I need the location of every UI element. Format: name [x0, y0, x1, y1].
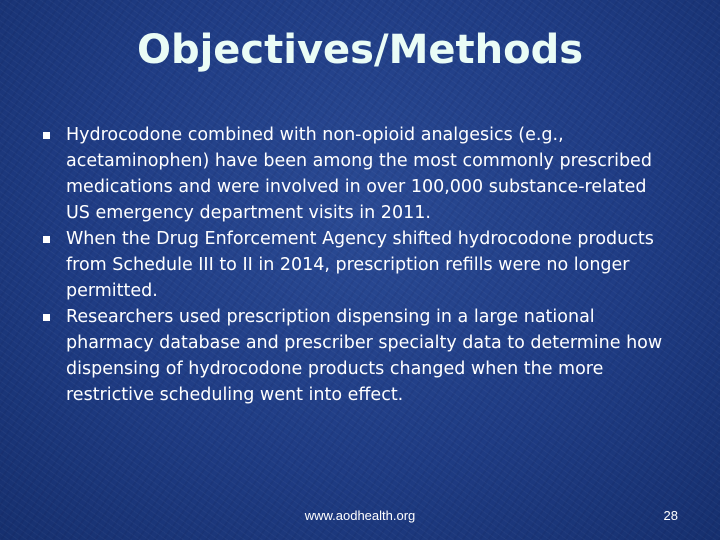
bullet-item	[40, 226, 670, 304]
bullet-list	[40, 122, 670, 408]
square-bullet-icon	[43, 132, 50, 139]
page-number: 28	[663, 508, 678, 523]
bullet-text: Hydrocodone combined with non-opioid analgesics (e.g., acetaminophen) have been among the most commonly prescribed medications and were involved in over 100,000 substance-related US emergency department visits in 2011.	[66, 125, 652, 223]
square-bullet-icon	[43, 236, 50, 243]
footer-url: www.aodhealth.org	[304, 508, 416, 523]
bullet-text: Researchers used prescription dispensing in a large national pharmacy database and prescriber specialty data to determine how dispensing of hydrocodone products changed when the more restrictive scheduling went into effect.	[66, 307, 663, 405]
bullet-item	[40, 304, 670, 408]
square-bullet-icon	[43, 314, 50, 321]
slide-title: Objectives/Methods	[136, 27, 584, 73]
bullet-text: When the Drug Enforcement Agency shifted hydrocodone products from Schedule III to II in 2014, prescription refills were no longer permitted.	[66, 229, 654, 301]
bullet-item	[40, 122, 670, 226]
